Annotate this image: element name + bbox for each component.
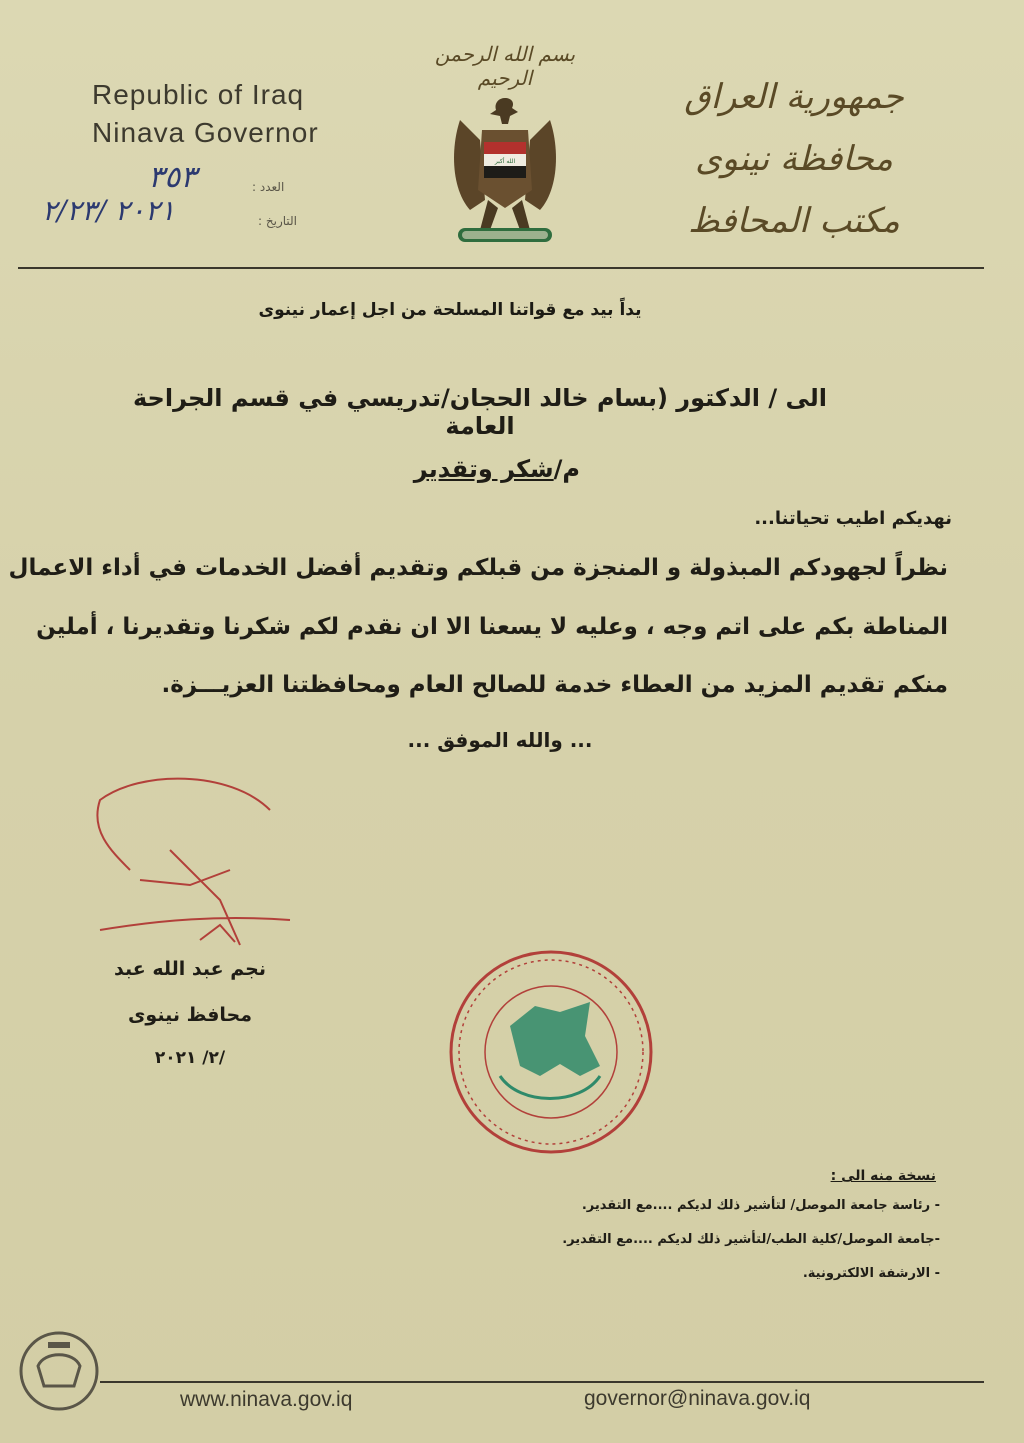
letterhead-ar-province: محافظة نينوى — [695, 139, 893, 179]
handwritten-signature — [80, 770, 320, 960]
closing-line: ... والله الموفق ... — [407, 728, 593, 752]
cc-item-2: -جامعة الموصل/كلية الطب/لتأشير ذلك لديكم ....مع التقدير. — [562, 1232, 940, 1247]
reference-date-label: التاريخ : — [258, 214, 298, 228]
english-letterhead — [92, 76, 319, 152]
basmala-calligraphy: بسم الله الرحمن الرحيم — [434, 42, 576, 90]
official-stamp-icon — [440, 946, 662, 1158]
reference-number-value: ٣٥٣ — [148, 160, 197, 195]
header-divider — [18, 267, 984, 269]
letterhead-ar-office: مكتب المحافظ — [688, 201, 900, 241]
body-line-3: منكم تقديم المزيد من العطاء خدمة للصالح العام ومحافظتنا العزيـــزة. — [161, 672, 948, 698]
cc-title: نسخة منه الى : — [830, 1168, 936, 1184]
reference-date-value: ٢٠٢١ /٢/٢٣ — [42, 194, 176, 227]
svg-text:الله أكبر: الله أكبر — [494, 158, 516, 165]
body-line-2: المناطة بكم على اتم وجه ، وعليه لا يسعنا الا ان نقدم لكم شكرنا وتقديرنا ، أملين — [36, 614, 948, 640]
letterhead-line-governor: Ninava Governor — [92, 117, 319, 148]
slogan-line: يداً بيد مع قواتنا المسلحة من اجل إعمار نينوى — [258, 300, 642, 320]
reference-block — [30, 160, 330, 240]
signer-name: نجم عبد الله عبد — [114, 958, 266, 980]
signer-date: /٢/ ٢٠٢١ — [154, 1048, 226, 1068]
recipient-line: الى / الدكتور (بسام خالد الحجان/تدريسي في قسم الجراحة العامة — [132, 384, 828, 440]
subject-text: شكر وتقدير — [413, 455, 554, 483]
footer-website[interactable]: www.ninava.gov.iq — [180, 1388, 353, 1411]
footer-email[interactable]: governor@ninava.gov.iq — [584, 1387, 811, 1410]
footer-divider — [100, 1381, 984, 1383]
greeting-line: نهديكم اطيب تحياتنا... — [754, 508, 952, 529]
footer-seal-icon — [14, 1326, 104, 1416]
letterhead-line-republic: Republic of Iraq — [92, 79, 305, 110]
body-line-1: نظراً لجهودكم المبذولة و المنجزة من قبلكم وتقديم أفضل الخدمات في أداء الاعمال — [8, 555, 948, 581]
iraq-eagle-emblem-icon — [440, 90, 570, 250]
reference-number-label: العدد : — [252, 180, 285, 194]
signer-title: محافظ نينوى — [128, 1004, 252, 1026]
subject-line — [300, 455, 580, 483]
letterhead-ar-republic: جمهورية العراق — [684, 77, 904, 117]
subject-prefix: م/ — [553, 455, 580, 483]
arabic-letterhead — [664, 66, 924, 252]
cc-item-3: - الارشفة الالكترونية. — [802, 1266, 940, 1281]
cc-item-1: - رئاسة جامعة الموصل/ لتأشير ذلك لديكم ....مع التقدير. — [581, 1198, 940, 1213]
